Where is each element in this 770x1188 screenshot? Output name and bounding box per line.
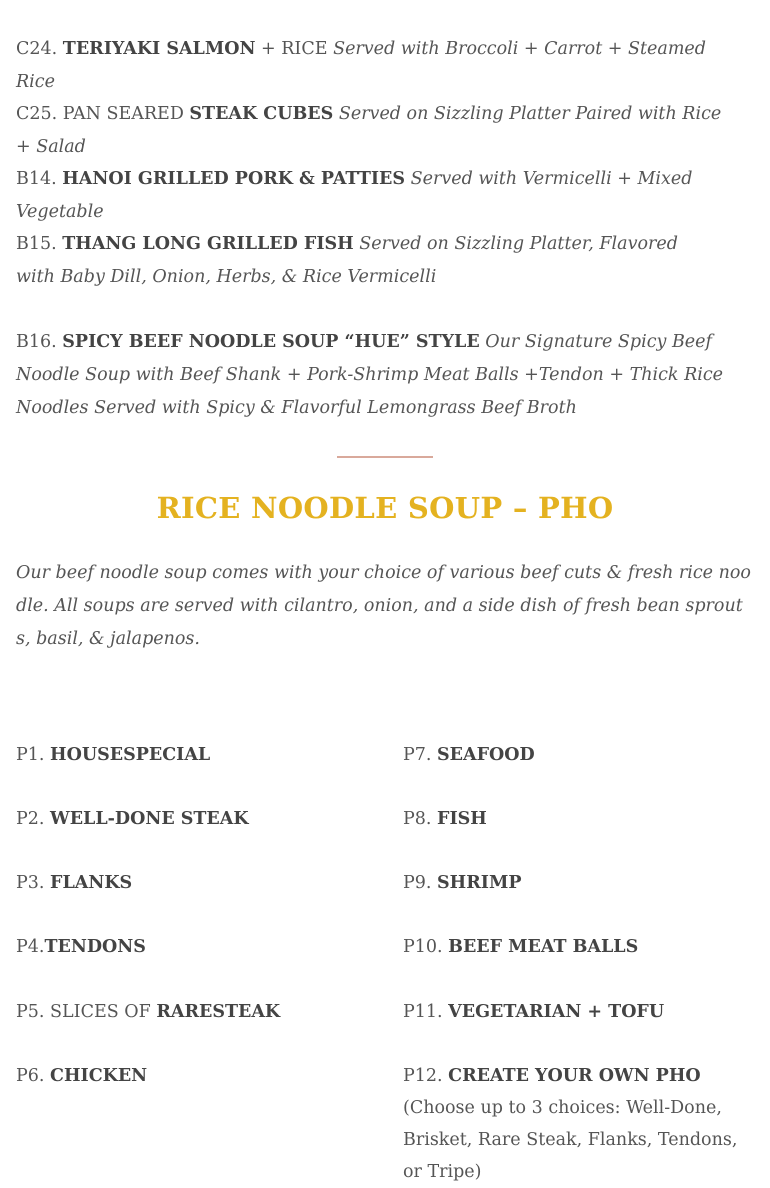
section-divider bbox=[337, 456, 433, 458]
item-name: TERIYAKI SALMON bbox=[62, 39, 256, 59]
pho-item-p11 bbox=[403, 996, 763, 1028]
pho-name: CHICKEN bbox=[50, 1066, 148, 1086]
pho-item-p10 bbox=[403, 931, 763, 963]
pho-item-p6 bbox=[16, 1060, 376, 1092]
pho-item-p1 bbox=[16, 739, 376, 771]
pho-code: P12. bbox=[403, 1066, 449, 1086]
pho-name: BEEF MEAT BALLS bbox=[448, 937, 639, 957]
pho-item-p4 bbox=[16, 931, 376, 963]
pho-item-p9 bbox=[403, 867, 763, 899]
pho-name: RARESTEAK bbox=[156, 1002, 281, 1022]
pho-code: P1. bbox=[16, 745, 51, 765]
pho-code: P9. bbox=[403, 873, 438, 893]
item-description: Our Signature Spicy Beef Noodle Soup with Beef Shank + Pork-Shrimp Meat Balls +Tendon + Thick Rice Noodles Served with Spicy & Flavorful Lemongrass Beef Broth bbox=[16, 332, 724, 418]
pho-name: HOUSESPECIAL bbox=[50, 745, 211, 765]
item-description: Served with Vermicelli + Mixed Vegetable bbox=[16, 169, 693, 222]
item-description: Served with Broccoli + Carrot + Steamed Rice bbox=[16, 39, 706, 92]
menu-item-c24 bbox=[16, 33, 738, 99]
pho-name: FISH bbox=[437, 809, 487, 829]
pho-code: P2. bbox=[16, 809, 51, 829]
pho-code: P11. bbox=[403, 1002, 449, 1022]
pho-name: WELL-DONE STEAK bbox=[50, 809, 249, 829]
item-name: HANOI GRILLED PORK & PATTIES bbox=[62, 169, 406, 189]
pho-item-p5 bbox=[16, 996, 376, 1028]
pho-item-p7 bbox=[403, 739, 763, 771]
menu-item-b14 bbox=[16, 163, 738, 229]
pho-name: CREATE YOUR OWN PHO bbox=[448, 1066, 701, 1086]
pho-name: FLANKS bbox=[50, 873, 133, 893]
pho-name: SHRIMP bbox=[437, 873, 522, 893]
pho-code: P7. bbox=[403, 745, 438, 765]
pho-name: SEAFOOD bbox=[437, 745, 535, 765]
item-code: B14. bbox=[16, 169, 63, 189]
pho-code: P4. bbox=[16, 937, 45, 957]
item-code: B15. bbox=[16, 234, 63, 254]
pho-item-p3 bbox=[16, 867, 376, 899]
item-name: THANG LONG GRILLED FISH bbox=[62, 234, 354, 254]
item-code: B16. bbox=[16, 332, 63, 352]
section-title: RICE NOODLE SOUP – PHO bbox=[156, 491, 614, 525]
item-description: Served on Sizzling Platter, Flavored with Baby Dill, Onion, Herbs, & Rice Vermicelli bbox=[16, 234, 678, 287]
menu-item-b15 bbox=[16, 228, 706, 294]
item-name: SPICY BEEF NOODLE SOUP “HUE” STYLE bbox=[62, 332, 480, 352]
menu-item-c25 bbox=[16, 98, 738, 164]
section-intro: Our beef noodle soup comes with your choice of various beef cuts & fresh rice noodle. All soups are served with cilantro, onion, and a side dish of fresh bean sprouts, basil, & jalapenos. bbox=[16, 563, 751, 649]
pho-prefix: SLICES OF bbox=[50, 1002, 157, 1022]
pho-code: P6. bbox=[16, 1066, 51, 1086]
pho-code: P5. bbox=[16, 1002, 51, 1022]
item-name: STEAK CUBES bbox=[189, 104, 334, 124]
item-extra: + RICE bbox=[255, 39, 334, 59]
pho-code: P10. bbox=[403, 937, 449, 957]
item-description: Served on Sizzling Platter Paired with Rice + Salad bbox=[16, 104, 722, 157]
pho-name: TENDONS bbox=[44, 937, 146, 957]
pho-item-p12 bbox=[403, 1060, 758, 1188]
pho-code: P8. bbox=[403, 809, 438, 829]
item-code: C24. bbox=[16, 39, 63, 59]
pho-suffix: (Choose up to 3 choices: Well-Done, Brisket, Rare Steak, Flanks, Tendons, or Tripe) bbox=[403, 1098, 738, 1182]
item-code: C25. PAN SEARED bbox=[16, 104, 190, 124]
menu-item-b16 bbox=[16, 326, 738, 425]
pho-code: P3. bbox=[16, 873, 51, 893]
pho-item-p2 bbox=[16, 803, 376, 835]
pho-name: VEGETARIAN + TOFU bbox=[448, 1002, 665, 1022]
pho-item-p8 bbox=[403, 803, 763, 835]
